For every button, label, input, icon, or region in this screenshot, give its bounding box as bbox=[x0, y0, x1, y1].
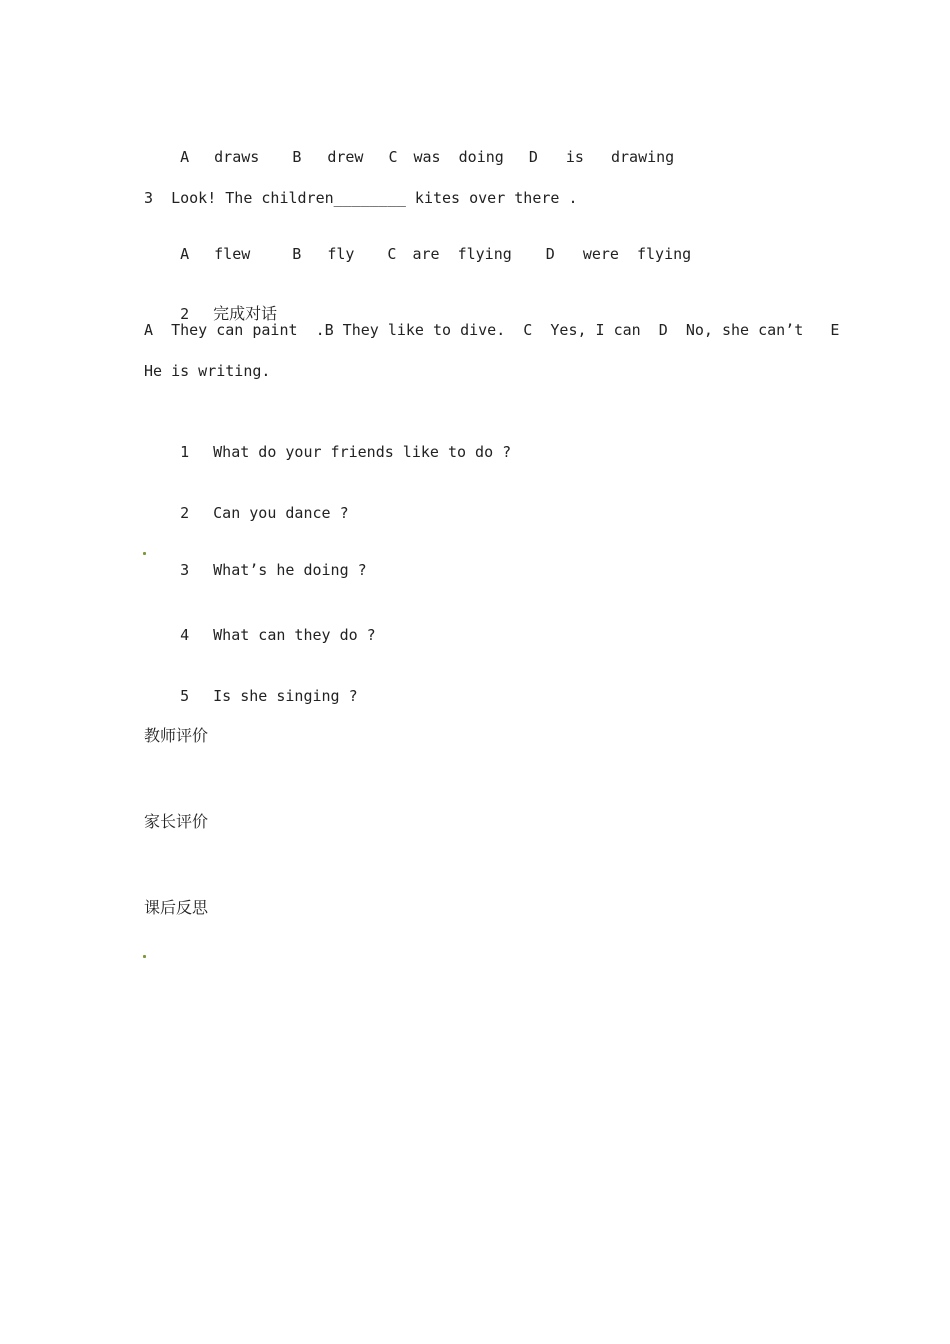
q2-option-d-text: is drawing bbox=[565, 148, 675, 166]
dialogue-question-number: 4 bbox=[180, 626, 190, 644]
q2-option-d-letter: D bbox=[528, 148, 538, 166]
section-2-options-line-1: A They can paint .B They like to dive. C Yes, I can D No, she can’t E bbox=[144, 321, 840, 339]
dialogue-question-text: What do your friends like to do ? bbox=[213, 443, 512, 461]
dialogue-question-3 bbox=[144, 540, 367, 600]
parent-evaluation-label: 家长评价 bbox=[144, 812, 209, 831]
dialogue-question-text: What’s he doing ? bbox=[213, 561, 367, 579]
teacher-evaluation-label: 教师评价 bbox=[144, 726, 209, 745]
dialogue-question-number: 1 bbox=[180, 443, 190, 461]
scan-speck bbox=[143, 955, 146, 958]
scan-speck bbox=[143, 552, 146, 555]
q2-options-row bbox=[144, 127, 674, 187]
dialogue-question-1 bbox=[144, 422, 511, 482]
q3-option-a-text: flew bbox=[214, 245, 251, 263]
q2-option-b-letter: B bbox=[292, 148, 302, 166]
dialogue-question-number: 5 bbox=[180, 687, 190, 705]
q2-option-a-letter: A bbox=[180, 148, 190, 166]
section-2-options-line-2: He is writing. bbox=[144, 362, 271, 380]
dialogue-question-text: Can you dance ? bbox=[213, 504, 349, 522]
q2-option-c-text: was doing bbox=[413, 148, 504, 166]
q3-stem: 3 Look! The children________ kites over there . bbox=[144, 189, 578, 207]
after-class-reflection-label: 课后反思 bbox=[144, 898, 209, 917]
q3-option-d-letter: D bbox=[545, 245, 555, 263]
q3-option-a-letter: A bbox=[180, 245, 190, 263]
dialogue-question-2 bbox=[144, 483, 349, 543]
dialogue-question-text: Is she singing ? bbox=[213, 687, 358, 705]
dialogue-question-4 bbox=[144, 605, 376, 665]
q2-option-a-text: draws bbox=[214, 148, 260, 166]
q3-option-c-letter: C bbox=[387, 245, 397, 263]
section-2-number: 2 bbox=[180, 305, 190, 323]
dialogue-question-text: What can they do ? bbox=[213, 626, 376, 644]
section-2-title: 完成对话 bbox=[213, 304, 278, 323]
q2-option-c-letter: C bbox=[388, 148, 398, 166]
q2-option-b-text: drew bbox=[327, 148, 364, 166]
q3-options-row bbox=[144, 224, 691, 284]
q3-option-b-letter: B bbox=[292, 245, 302, 263]
dialogue-question-number: 2 bbox=[180, 504, 190, 522]
q3-option-b-text: fly bbox=[327, 245, 355, 263]
dialogue-question-number: 3 bbox=[180, 561, 190, 579]
q3-option-c-text: are flying bbox=[412, 245, 512, 263]
dialogue-question-5 bbox=[144, 666, 358, 726]
q3-option-d-text: were flying bbox=[582, 245, 692, 263]
